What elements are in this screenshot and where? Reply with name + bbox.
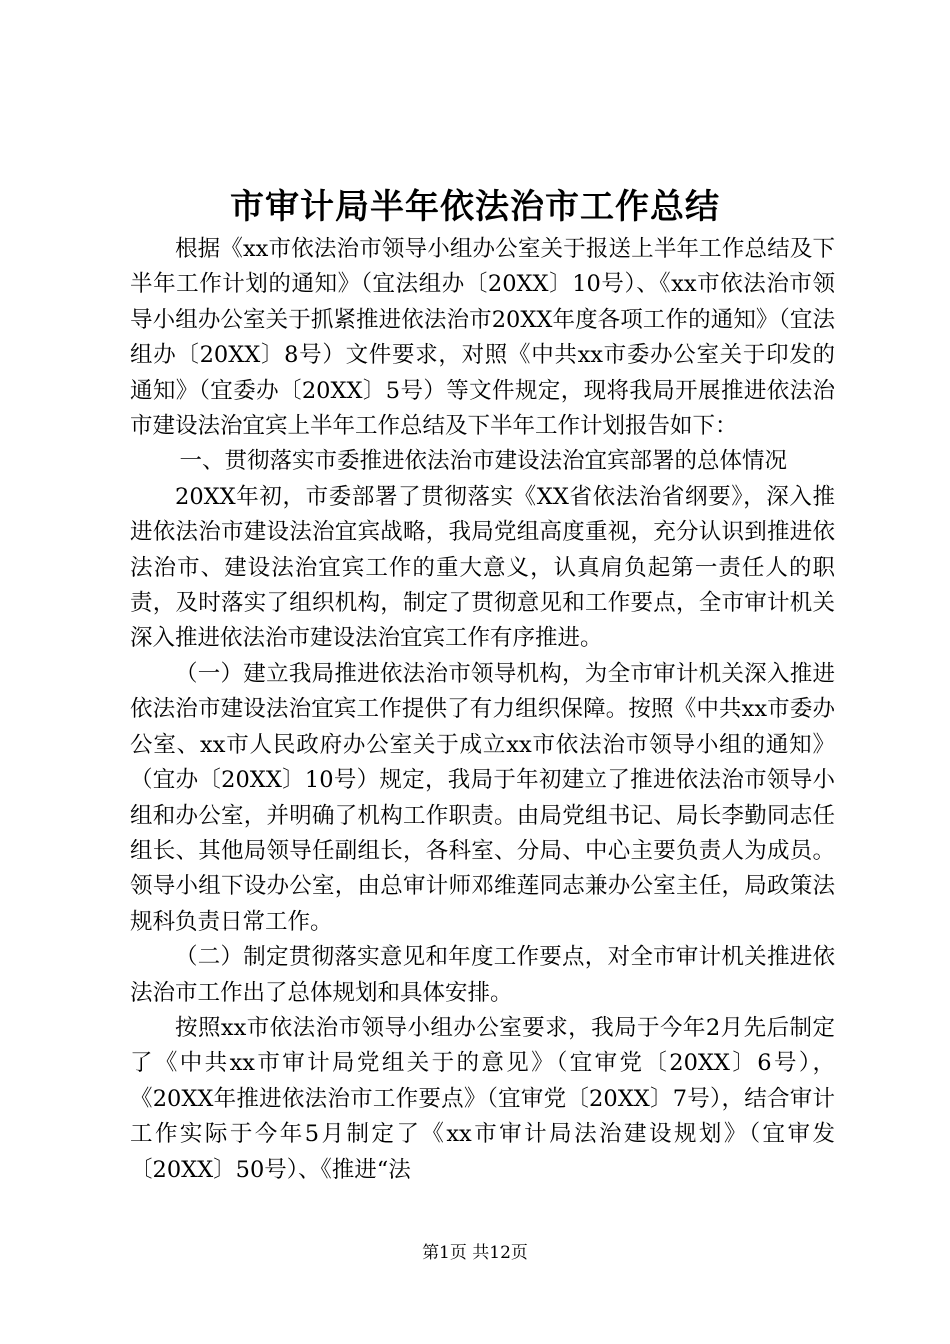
paragraph-item-1: （一）建立我局推进依法治市领导机构，为全市审计机关深入推进依法治市建设法治宜宾工作提供了有力组织保障。按照《中共xx市委办公室、xx市人民政府办公室关于成立xx市依法治市领导小组的通知》（宜办〔20XX〕10号）规定，我局于年初建立了推进依法治市领导小组和办公室，并明确了机构工作职责。由局党组书记、局长李勤同志任组长、其他局领导任副组长，各科室、分局、中心主要负责人为成员。领导小组下设办公室，由总审计师邓维莲同志兼办公室主任，局政策法规科负责日常工作。 (130, 660, 835, 935)
document-title: 市审计局半年依法治市工作总结 (230, 187, 720, 227)
paragraph-item-2: （二）制定贯彻落实意见和年度工作要点，对全市审计机关推进依法治市工作出了总体规划和具体安排。 (130, 944, 835, 1006)
paragraph-item-2-detail: 按照xx市依法治市领导小组办公室要求，我局于今年2月先后制定了《中共xx市审计局党组关于的意见》（宜审党〔20XX〕6号），《20XX年推进依法治市工作要点》（宜审党〔20XX〕7号），结合审计工作实际于今年5月制定了《xx市审计局法治建设规划》（宜审发〔20XX〕50号）、《推进“法 (130, 1014, 835, 1183)
paragraph-intro: 根据《xx市依法治市领导小组办公室关于报送上半年工作总结及下半年工作计划的通知》（宜法组办〔20XX〕10号）、《xx市依法治市领导小组办公室关于抓紧推进依法治市20XX年度各项工作的通知》（宜法组办〔20XX〕8号）文件要求，对照《中共xx市委办公室关于印发的通知》（宜委办〔20XX〕5号）等文件规定，现将我局开展推进依法治市建设法治宜宾上半年工作总结及下半年工作计划报告如下： (130, 236, 835, 440)
section-heading-1: 一、贯彻落实市委推进依法治市建设法治宜宾部署的总体情况 (179, 448, 788, 475)
document-body (130, 232, 835, 1188)
paragraph-overview: 20XX年初，市委部署了贯彻落实《XX省依法治省纲要》，深入推进依法治市建设法治宜宾战略，我局党组高度重视，充分认识到推进依法治市、建设法治宜宾工作的重大意义，认真肩负起第一责任人的职责，及时落实了组织机构，制定了贯彻意见和工作要点，全市审计机关深入推进依法治市建设法治宜宾工作有序推进。 (130, 483, 835, 652)
page-number: 第1页 共12页 (422, 1243, 528, 1263)
